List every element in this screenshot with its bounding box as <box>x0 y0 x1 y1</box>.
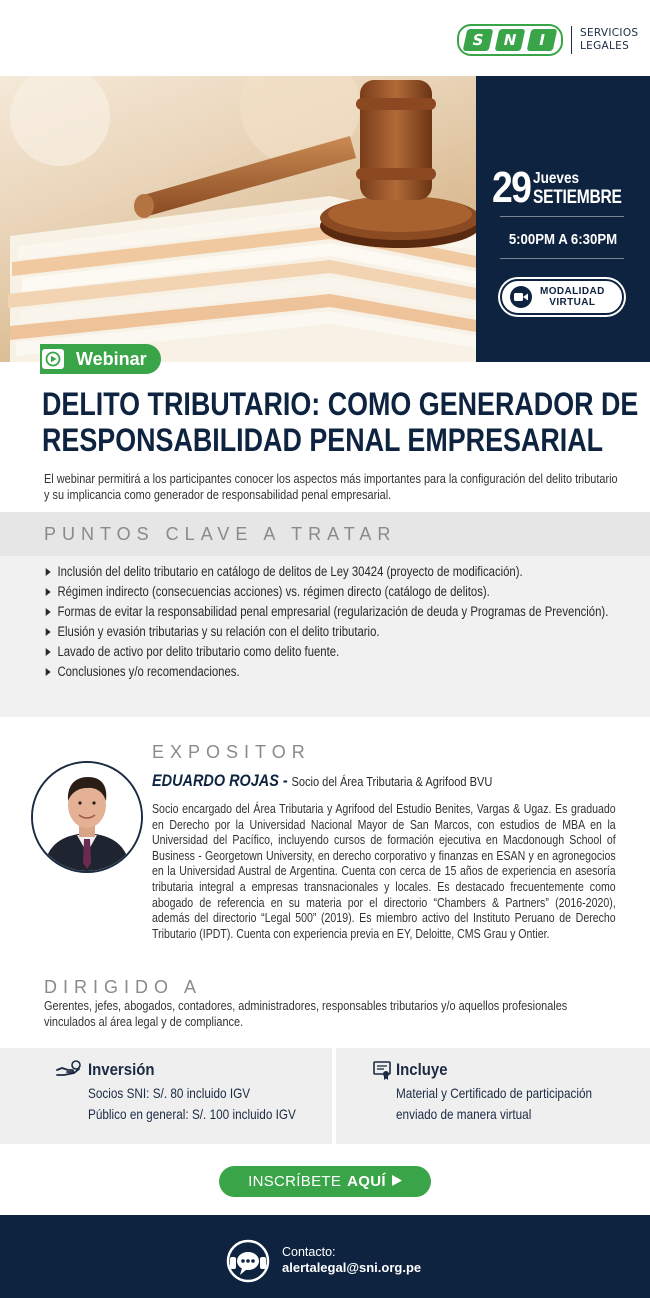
includes-line-2: enviado de manera virtual <box>396 1106 532 1122</box>
logo-letter-i: I <box>527 29 558 51</box>
key-points-list <box>44 562 619 682</box>
event-time: 5:00PM A 6:30PM <box>508 231 618 248</box>
key-point-item: Inclusión del delito tributario en catálogo de delitos de Ley 30424 (proyecto de modificación). <box>44 562 619 582</box>
certificate-icon <box>372 1060 392 1085</box>
panel-divider-bottom <box>500 258 624 259</box>
webinar-tag <box>40 344 161 374</box>
key-points-heading: PUNTOS CLAVE A TRATAR <box>44 524 397 544</box>
play-arrow-icon <box>392 1173 402 1190</box>
event-day-text <box>533 169 641 207</box>
audience-heading: DIRIGIDO A <box>44 977 203 997</box>
event-day-number: 29 <box>492 163 531 212</box>
speaker-bio: Socio encargado del Área Tributaria y Agrifood del Estudio Benites, Vargas & Ugaz. Es graduado en Derecho por la Universidad Nacional Mayor de San Marcos, con estudios de MBA en la Universidad del Pacífico, incluyendo cursos de formación ejecutiva en Macdonough School of Business - Georgetown University, en derecho corporativo y finanzas en ESAN y en agronegocios en la Universidad Austral de Argentina. Cuenta con cerca de 15 años de experiencia en asesoría tributaria integral a empresas transnacionales y locales. Es destacado frecuentemente como abogado de referencia en su materia por el directorio “Chambers & Partners” (2016-2020), además del directorio “Legal 500” (2019). Es miembro activo del Instituto Peruano de Derecho Tributario (IPDT). Cuenta con experiencia previa en EY, Deloitte, CMS Grau y Ontier. <box>152 802 616 941</box>
event-weekday: Jueves <box>532 170 580 187</box>
modality-label <box>540 286 605 308</box>
play-video-icon <box>40 347 66 371</box>
includes-title: Incluye <box>396 1060 448 1079</box>
speaker-portrait <box>33 763 141 871</box>
key-point-item: Conclusiones y/o recomendaciones. <box>44 662 619 682</box>
speaker-heading: EXPOSITOR <box>152 742 311 762</box>
key-point-item: Régimen indirecto (consecuencias acciones) vs. régimen directo (catálogo de delitos). <box>44 582 619 602</box>
contact-email-link[interactable]: alertalegal@sni.org.pe <box>282 1260 422 1275</box>
headset-chat-icon <box>226 1239 270 1283</box>
logo-divider <box>571 26 572 54</box>
logo-line-2: LEGALES <box>580 40 630 52</box>
logo-badge <box>457 24 563 56</box>
modality-line-2: VIRTUAL <box>549 297 596 308</box>
modality-badge <box>500 279 624 315</box>
event-month: SETIEMBRE <box>532 187 622 208</box>
event-title-line-1: DELITO TRIBUTARIO: COMO GENERADOR DE <box>42 386 639 422</box>
audience-text: Gerentes, jefes, abogados, contadores, administradores, responsables tributarios y/o aquellos profesionales vinculados al área legal y de compliance. <box>44 998 568 1029</box>
webinar-label: Webinar <box>76 348 147 369</box>
event-title-line-2: RESPONSABILIDAD PENAL EMPRESARIAL <box>42 422 604 458</box>
key-point-item: Lavado de activo por delito tributario como delito fuente. <box>44 642 619 662</box>
logo-line-1: SERVICIOS <box>580 27 639 39</box>
sni-logo[interactable] <box>457 24 638 56</box>
investment-box <box>0 1048 332 1144</box>
investment-title: Inversión <box>88 1060 155 1079</box>
hand-coin-icon <box>56 1060 82 1083</box>
speaker-avatar <box>31 761 143 873</box>
logo-letter-n: N <box>495 29 526 51</box>
speaker-name: EDUARDO ROJAS - <box>152 771 288 790</box>
investment-public-price: Público en general: S/. 100 incluido IGV <box>88 1106 296 1122</box>
register-button-label: INSCRÍBETE <box>248 1173 342 1190</box>
key-point-item: Elusión y evasión tributarias y su relación con el delito tributario. <box>44 622 619 642</box>
footer <box>0 1215 650 1298</box>
includes-line-1: Material y Certificado de participación <box>396 1085 593 1101</box>
key-points-header <box>0 512 650 556</box>
video-camera-icon <box>510 286 532 308</box>
event-intro: El webinar permitirá a los participantes conocer los aspectos más importantes para la configuración del delito tributario y su implicancia como generador de responsabilidad penal empresarial. <box>44 471 618 502</box>
logo-letter-s: S <box>463 29 494 51</box>
event-date-panel <box>476 76 650 362</box>
investment-members-price: Socios SNI: S/. 80 incluido IGV <box>88 1085 251 1101</box>
gavel-documents-illustration <box>0 76 476 362</box>
speaker-role: Socio del Área Tributaria & Agrifood BVU <box>291 774 493 789</box>
hero-gavel-image <box>0 76 476 362</box>
modality-line-1: MODALIDAD <box>540 286 605 297</box>
logo-wordmark <box>580 27 638 53</box>
panel-divider-top <box>500 216 624 217</box>
key-point-item: Formas de evitar la responsabilidad penal empresarial (regularización de deuda y Programas de Prevención). <box>44 602 619 622</box>
register-button-label-bold: AQUÍ <box>347 1173 386 1190</box>
event-date <box>492 163 641 212</box>
header <box>0 0 650 76</box>
register-button[interactable] <box>219 1166 431 1197</box>
event-title <box>42 386 639 458</box>
key-points-section <box>0 512 650 717</box>
speaker-name-row <box>152 771 492 791</box>
includes-box <box>336 1048 650 1144</box>
contact-label: Contacto: <box>282 1245 336 1259</box>
